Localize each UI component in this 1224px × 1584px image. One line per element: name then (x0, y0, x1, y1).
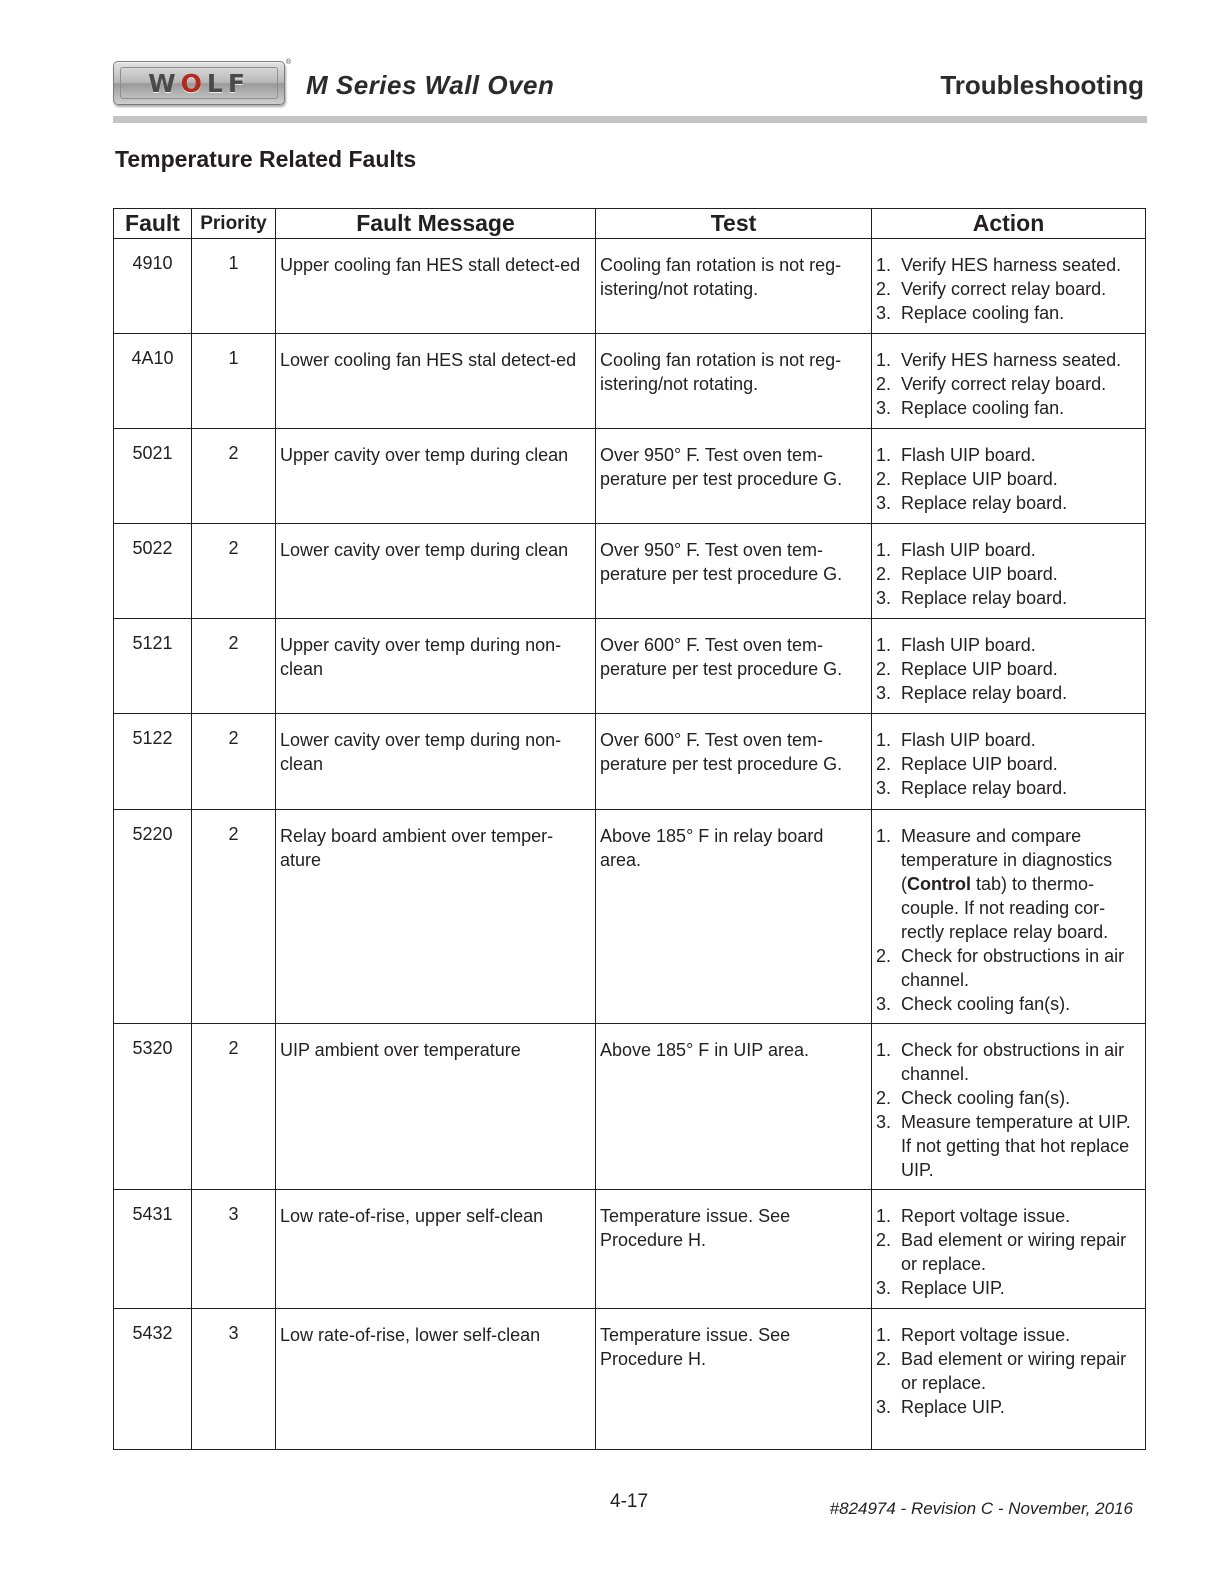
table-row (114, 1309, 1146, 1450)
logo-badge (120, 67, 278, 99)
priority-cell: 1 (192, 239, 276, 334)
step-number: 2. (876, 279, 892, 299)
action-step (876, 491, 1143, 515)
action-cell (872, 524, 1146, 619)
step-text: tab) to thermo-couple. If not reading cor-rectly replace relay board. (901, 874, 1109, 942)
fault-message-cell: Low rate-of-rise, lower self-clean (276, 1309, 596, 1450)
registered-mark-icon: ® (285, 59, 291, 66)
step-number: 1. (876, 445, 892, 465)
fault-code-cell: 5021 (114, 429, 192, 524)
fault-code-cell: 4910 (114, 239, 192, 334)
step-number: 3. (876, 683, 892, 703)
step-number: 2. (876, 1088, 892, 1108)
fault-message-cell: Low rate-of-rise, upper self-clean (276, 1190, 596, 1309)
action-cell (872, 810, 1146, 1024)
action-step (876, 396, 1143, 420)
step-text: Check for obstructions in air channel. (901, 1040, 1125, 1084)
step-number: 2. (876, 1349, 892, 1369)
fault-message-cell: Upper cavity over temp during clean (276, 429, 596, 524)
page-number: 4-17 (610, 1491, 649, 1512)
fault-code-cell: 5122 (114, 714, 192, 810)
step-number: 1. (876, 540, 892, 560)
action-step (876, 538, 1143, 562)
step-number: 3. (876, 588, 892, 608)
fault-message-cell: Relay board ambient over temper-ature (276, 810, 596, 1024)
action-step (876, 372, 1143, 396)
fault-message-cell: Upper cooling fan HES stall detect-ed (276, 239, 596, 334)
fault-code-cell: 5320 (114, 1024, 192, 1190)
step-number: 3. (876, 493, 892, 513)
fault-code-cell: 5431 (114, 1190, 192, 1309)
table-row (114, 714, 1146, 810)
action-cell (872, 429, 1146, 524)
step-text: Flash UIP board. (901, 445, 1036, 465)
test-cell: Over 950° F. Test oven tem-perature per test procedure G. (596, 524, 872, 619)
priority-cell: 2 (192, 524, 276, 619)
test-cell: Cooling fan rotation is not reg-istering/not rotating. (596, 334, 872, 429)
table-row (114, 1024, 1146, 1190)
step-text: Report voltage issue. (901, 1206, 1071, 1226)
action-step (876, 1110, 1143, 1182)
step-text: Verify correct relay board. (901, 279, 1107, 299)
step-text: Bad element or wiring repair or replace. (901, 1230, 1127, 1274)
step-number: 1. (876, 1206, 892, 1226)
priority-cell: 3 (192, 1309, 276, 1450)
action-cell (872, 1190, 1146, 1309)
priority-cell: 2 (192, 1024, 276, 1190)
priority-cell: 1 (192, 334, 276, 429)
action-step (876, 633, 1143, 657)
fault-code-cell: 5121 (114, 619, 192, 714)
action-step (876, 443, 1143, 467)
column-header-action: Action (872, 209, 1146, 239)
table-row (114, 524, 1146, 619)
step-text: Verify HES harness seated. (901, 255, 1122, 275)
action-step (876, 944, 1143, 992)
fault-message-cell: Upper cavity over temp during non-clean (276, 619, 596, 714)
action-step (876, 1038, 1143, 1086)
step-number: 1. (876, 730, 892, 750)
step-number: 2. (876, 754, 892, 774)
action-step (876, 586, 1143, 610)
column-header-test: Test (596, 209, 872, 239)
page-heading: Temperature Related Faults (115, 146, 417, 172)
step-text: Replace UIP. (901, 1397, 1005, 1417)
wolf-logo (113, 59, 291, 105)
header-divider (113, 116, 1147, 123)
test-cell: Over 950° F. Test oven tem-perature per test procedure G. (596, 429, 872, 524)
step-number: 3. (876, 994, 892, 1014)
step-text: Replace relay board. (901, 778, 1068, 798)
step-emphasis: Control (907, 874, 971, 894)
step-text: Measure and compare temperature in diagnostics ( (901, 826, 1113, 894)
step-text: Check for obstructions in air channel. (901, 946, 1125, 990)
step-number: 1. (876, 1325, 892, 1345)
action-step (876, 824, 1143, 944)
step-number: 2. (876, 946, 892, 966)
test-cell: Over 600° F. Test oven tem-perature per test procedure G. (596, 714, 872, 810)
fault-code-cell: 5022 (114, 524, 192, 619)
column-header-priority: Priority (192, 209, 276, 239)
step-number: 1. (876, 635, 892, 655)
column-header-fault: Fault (114, 209, 192, 239)
action-step (876, 253, 1143, 277)
column-header-fault-message: Fault Message (276, 209, 596, 239)
step-number: 2. (876, 469, 892, 489)
step-text: Replace relay board. (901, 493, 1068, 513)
action-cell (872, 1024, 1146, 1190)
step-number: 1. (876, 255, 892, 275)
action-step (876, 1347, 1143, 1395)
test-cell: Temperature issue. See Procedure H. (596, 1309, 872, 1450)
test-cell: Cooling fan rotation is not reg-istering/not rotating. (596, 239, 872, 334)
step-number: 2. (876, 564, 892, 584)
action-cell (872, 619, 1146, 714)
action-step (876, 1323, 1143, 1347)
table-row (114, 810, 1146, 1024)
action-step (876, 657, 1143, 681)
step-text: Replace UIP board. (901, 564, 1058, 584)
step-text: Replace cooling fan. (901, 303, 1065, 323)
action-step (876, 1276, 1143, 1300)
action-step (876, 992, 1143, 1016)
step-text: Replace UIP board. (901, 659, 1058, 679)
table-header-row (114, 209, 1146, 239)
action-list (876, 1038, 1143, 1182)
step-text: Replace relay board. (901, 683, 1068, 703)
action-step (876, 1228, 1143, 1276)
step-number: 1. (876, 826, 892, 846)
step-number: 1. (876, 1040, 892, 1060)
table-row (114, 429, 1146, 524)
action-cell (872, 1309, 1146, 1450)
action-cell (872, 334, 1146, 429)
step-number: 3. (876, 398, 892, 418)
action-list (876, 253, 1143, 325)
table-row (114, 619, 1146, 714)
faults-table (113, 208, 1146, 1450)
action-step (876, 728, 1143, 752)
action-step (876, 1086, 1143, 1110)
document-revision: #824974 - Revision C - November, 2016 (829, 1499, 1133, 1518)
action-list (876, 1204, 1143, 1300)
step-text: Flash UIP board. (901, 730, 1036, 750)
fault-message-cell: UIP ambient over temperature (276, 1024, 596, 1190)
table-row (114, 1190, 1146, 1309)
action-step (876, 467, 1143, 491)
action-step (876, 562, 1143, 586)
action-list (876, 728, 1143, 800)
action-step (876, 681, 1143, 705)
step-number: 2. (876, 1230, 892, 1250)
fault-code-cell: 4A10 (114, 334, 192, 429)
section-title: Troubleshooting (940, 70, 1144, 100)
step-text: Check cooling fan(s). (901, 1088, 1071, 1108)
table-row (114, 239, 1146, 334)
step-text: Measure temperature at UIP. If not getting that hot replace UIP. (901, 1112, 1131, 1180)
step-text: Verify HES harness seated. (901, 350, 1122, 370)
fault-message-cell: Lower cavity over temp during non-clean (276, 714, 596, 810)
action-step (876, 277, 1143, 301)
priority-cell: 2 (192, 429, 276, 524)
action-list (876, 824, 1143, 1016)
fault-code-cell: 5432 (114, 1309, 192, 1450)
test-cell: Above 185° F in UIP area. (596, 1024, 872, 1190)
action-cell (872, 239, 1146, 334)
step-text: Replace relay board. (901, 588, 1068, 608)
action-list (876, 348, 1143, 420)
step-text: Check cooling fan(s). (901, 994, 1071, 1014)
fault-code-cell: 5220 (114, 810, 192, 1024)
step-number: 2. (876, 659, 892, 679)
action-step (876, 1395, 1143, 1419)
step-number: 2. (876, 374, 892, 394)
action-step (876, 776, 1143, 800)
document-title: M Series Wall Oven (306, 70, 555, 100)
step-number: 1. (876, 350, 892, 370)
action-cell (872, 714, 1146, 810)
table-row (114, 334, 1146, 429)
action-step (876, 1204, 1143, 1228)
action-step (876, 752, 1143, 776)
logo-wordmark: WOLF (148, 68, 250, 98)
action-list (876, 633, 1143, 705)
action-list (876, 538, 1143, 610)
priority-cell: 2 (192, 619, 276, 714)
step-number: 3. (876, 778, 892, 798)
action-step (876, 348, 1143, 372)
step-text: Replace UIP board. (901, 469, 1058, 489)
step-text: Replace UIP. (901, 1278, 1005, 1298)
test-cell: Over 600° F. Test oven tem-perature per test procedure G. (596, 619, 872, 714)
step-number: 3. (876, 1112, 892, 1132)
step-text: Replace UIP board. (901, 754, 1058, 774)
step-text: Flash UIP board. (901, 635, 1036, 655)
priority-cell: 2 (192, 714, 276, 810)
step-text: Flash UIP board. (901, 540, 1036, 560)
step-text: Replace cooling fan. (901, 398, 1065, 418)
action-list (876, 1323, 1143, 1419)
priority-cell: 3 (192, 1190, 276, 1309)
fault-message-cell: Lower cavity over temp during clean (276, 524, 596, 619)
test-cell: Above 185° F in relay board area. (596, 810, 872, 1024)
step-number: 3. (876, 1397, 892, 1417)
test-cell: Temperature issue. See Procedure H. (596, 1190, 872, 1309)
step-text: Report voltage issue. (901, 1325, 1071, 1345)
step-number: 3. (876, 303, 892, 323)
action-list (876, 443, 1143, 515)
action-step (876, 301, 1143, 325)
step-text: Verify correct relay board. (901, 374, 1107, 394)
step-text: Bad element or wiring repair or replace. (901, 1349, 1127, 1393)
fault-message-cell: Lower cooling fan HES stal detect-ed (276, 334, 596, 429)
priority-cell: 2 (192, 810, 276, 1024)
step-number: 3. (876, 1278, 892, 1298)
